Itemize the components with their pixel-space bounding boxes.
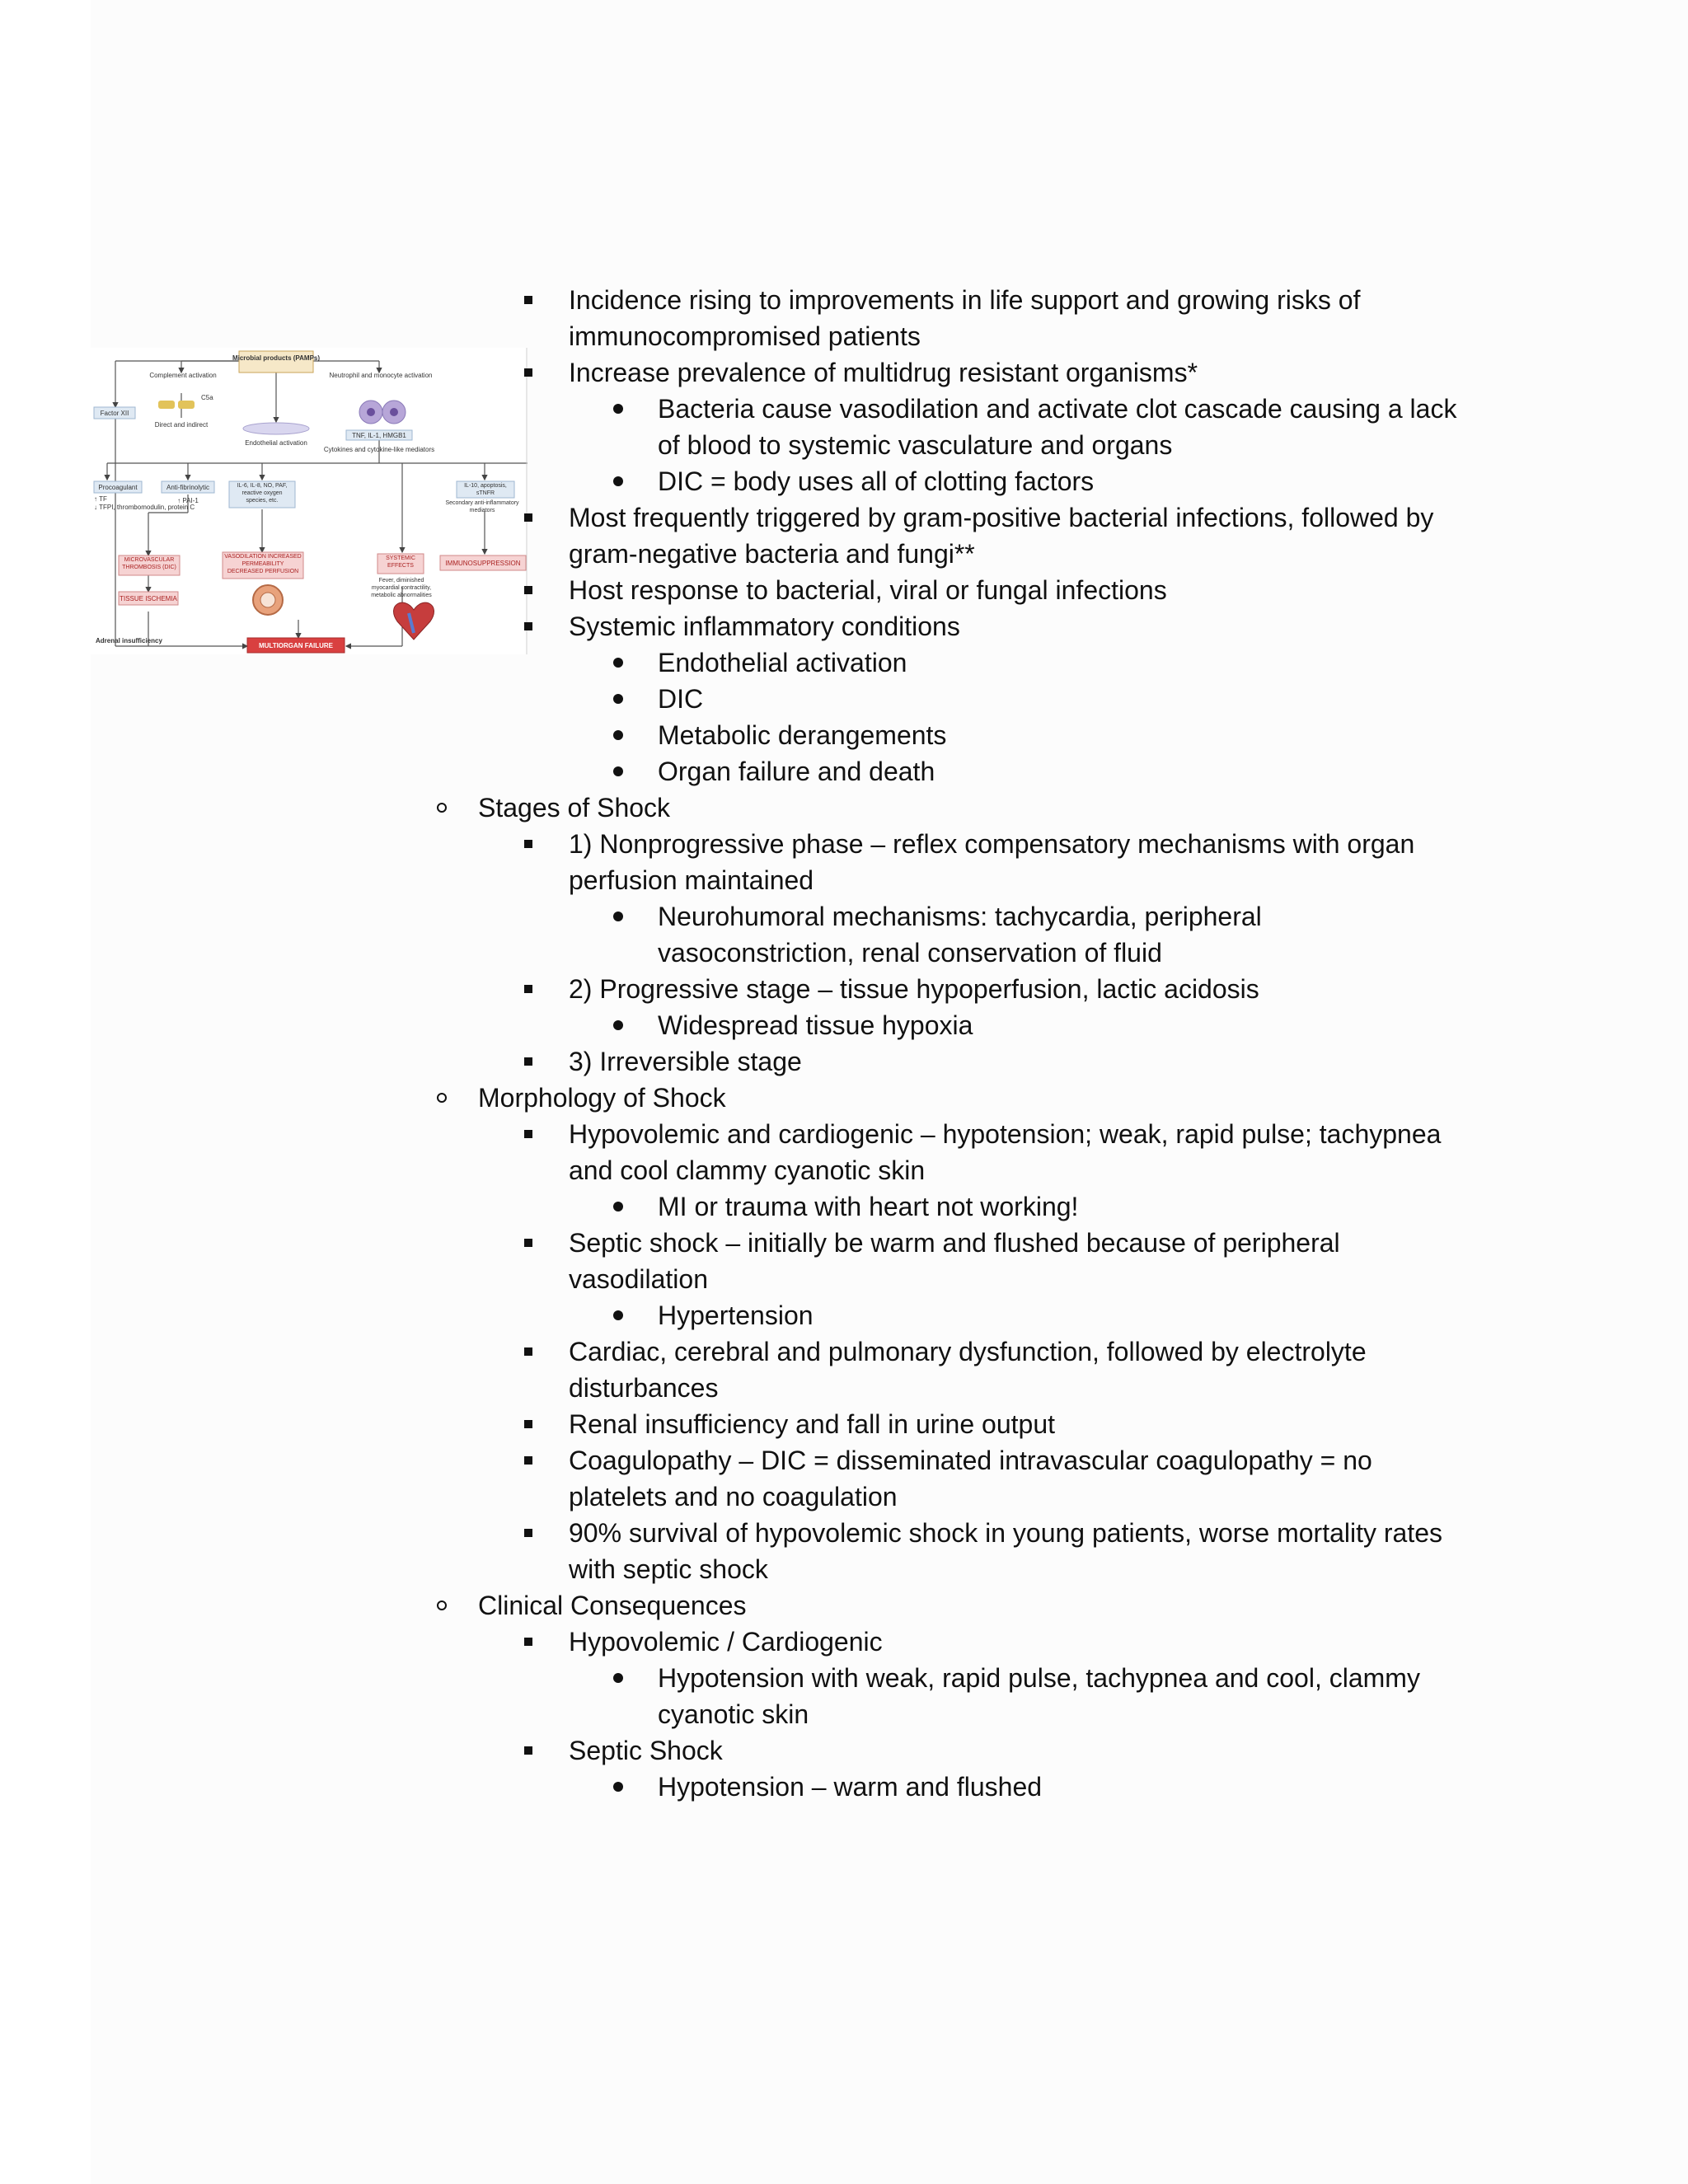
diagram-secondary-label: Secondary anti-inflammatory mediators — [445, 500, 519, 513]
diagram-factor-label: Factor XII — [100, 410, 129, 417]
note-line: disturbances — [569, 1373, 719, 1403]
note-line: Organ failure and death — [658, 757, 935, 786]
diagram-il10-label: IL-10, apoptosis, sTNFR — [464, 483, 507, 496]
round-bullet-icon — [613, 694, 623, 704]
diagram-microvascular-label: MICROVASCULAR THROMBOSIS (DIC) — [122, 557, 176, 570]
diagram-procoagulant-label: Procoagulant — [98, 484, 138, 491]
note-line: Neurohumoral mechanisms: tachycardia, peripheral — [658, 902, 1262, 931]
square-bullet-icon — [524, 1638, 532, 1646]
square-bullet-icon — [524, 1130, 532, 1138]
note-line: Stages of Shock — [478, 793, 671, 823]
note-line: 2) Progressive stage – tissue hypoperfusion, lactic acidosis — [569, 974, 1259, 1004]
diagram-antifibrinolytic-label: Anti-fibrinolytic — [166, 484, 210, 491]
round-bullet-icon — [613, 404, 623, 414]
note-line: 90% survival of hypovolemic shock in young patients, worse mortality rates — [569, 1518, 1443, 1548]
diagram-systemic-label: SYSTEMIC EFFECTS — [386, 555, 415, 569]
square-bullet-icon — [524, 368, 532, 377]
note-line: Incidence rising to improvements in life support and growing risks of — [569, 285, 1361, 315]
square-bullet-icon — [524, 1057, 532, 1066]
note-line: Most frequently triggered by gram-positive bacterial infections, followed by — [569, 503, 1434, 532]
note-line: 1) Nonprogressive phase – reflex compensatory mechanisms with organ — [569, 829, 1415, 859]
note-line: 3) Irreversible stage — [569, 1047, 802, 1076]
note-line: Metabolic derangements — [658, 720, 947, 750]
note-line: DIC = body uses all of clotting factors — [658, 466, 1095, 496]
circle-bullet-icon — [437, 803, 447, 813]
diagram-procoag-sub2: ↓ TFPI, thrombomodulin, protein C — [94, 504, 195, 511]
round-bullet-icon — [613, 1782, 623, 1792]
square-bullet-icon — [524, 622, 532, 630]
diagram-immuno-label: IMMUNOSUPPRESSION — [445, 560, 521, 567]
note-line: Renal insufficiency and fall in urine output — [569, 1409, 1055, 1439]
square-bullet-icon — [524, 1347, 532, 1356]
square-bullet-icon — [524, 1420, 532, 1428]
note-line: vasoconstriction, renal conservation of fluid — [658, 938, 1162, 968]
note-line: Endothelial activation — [658, 648, 907, 677]
diagram-pamps-label: Microbial products (PAMPs) — [232, 354, 321, 362]
square-bullet-icon — [524, 586, 532, 594]
round-bullet-icon — [613, 1202, 623, 1212]
note-line: immunocompromised patients — [569, 321, 921, 351]
note-line: Morphology of Shock — [478, 1083, 726, 1113]
square-bullet-icon — [524, 840, 532, 848]
note-line: Host response to bacterial, viral or fungal infections — [569, 575, 1167, 605]
note-line: Cardiac, cerebral and pulmonary dysfunction, followed by electrolyte — [569, 1337, 1367, 1366]
note-line: gram-negative bacteria and fungi** — [569, 539, 975, 569]
note-line: Hypotension – warm and flushed — [658, 1772, 1043, 1802]
note-line: of blood to systemic vasculature and organs — [658, 430, 1173, 460]
diagram-neutrophil-label: Neutrophil and monocyte activation — [329, 372, 433, 379]
note-line: Hypovolemic and cardiogenic – hypotension; weak, rapid pulse; tachypnea — [569, 1119, 1442, 1149]
diagram-cytokines-label: Cytokines and cytokine-like mediators — [323, 446, 435, 453]
round-bullet-icon — [613, 766, 623, 776]
diagram-multiorgan-label: MULTIORGAN FAILURE — [258, 642, 334, 649]
note-line: Clinical Consequences — [478, 1591, 747, 1620]
square-bullet-icon — [524, 1239, 532, 1247]
round-bullet-icon — [613, 1673, 623, 1683]
note-line: Widespread tissue hypoxia — [658, 1010, 973, 1040]
note-line: vasodilation — [569, 1264, 708, 1294]
round-bullet-icon — [613, 476, 623, 486]
note-line: with septic shock — [569, 1554, 768, 1584]
round-bullet-icon — [613, 658, 623, 668]
square-bullet-icon — [524, 985, 532, 993]
diagram-il-label: IL-6, IL-8, NO, PAF, reactive oxygen species, etc. — [237, 483, 288, 504]
round-bullet-icon — [613, 1020, 623, 1030]
diagram-c5a-label: C5a — [201, 394, 213, 401]
note-line: and cool clammy cyanotic skin — [569, 1155, 926, 1185]
note-line: Coagulopathy – DIC = disseminated intravascular coagulopathy = no — [569, 1446, 1372, 1475]
note-line: Increase prevalence of multidrug resistant organisms* — [569, 358, 1198, 387]
square-bullet-icon — [524, 1529, 532, 1537]
diagram-complement-label: Complement activation — [149, 372, 217, 379]
diagram-tissue-label: TISSUE ISCHEMIA — [120, 595, 177, 602]
note-line: perfusion maintained — [569, 865, 814, 895]
note-line: Hypertension — [658, 1301, 814, 1330]
note-line: platelets and no coagulation — [569, 1482, 898, 1511]
diagram-tnf-label: TNF, IL-1, HMGB1 — [352, 432, 406, 439]
note-line: Septic Shock — [569, 1736, 723, 1765]
diagram-direct-label: Direct and indirect — [154, 421, 209, 429]
diagram-endothelial-label: Endothelial activation — [245, 439, 307, 447]
diagram-procoag-sub1: ↑ TF — [94, 495, 107, 503]
diagram-vasodilation-label: VASODILATION INCREASED PERMEABILITY DECREASED PERFUSION — [224, 554, 302, 574]
diagram-adrenal-label: Adrenal insufficiency — [96, 637, 162, 644]
note-line: DIC — [658, 684, 704, 714]
round-bullet-icon — [613, 912, 623, 921]
square-bullet-icon — [524, 513, 532, 522]
square-bullet-icon — [524, 1746, 532, 1755]
diagram-antifib-sub: ↑ PAI-1 — [177, 497, 199, 504]
note-line: Septic shock – initially be warm and flushed because of peripheral — [569, 1228, 1340, 1258]
square-bullet-icon — [524, 296, 532, 304]
round-bullet-icon — [613, 730, 623, 740]
note-line: Hypovolemic / Cardiogenic — [569, 1627, 883, 1657]
note-line: Hypotension with weak, rapid pulse, tachypnea and cool, clammy — [658, 1663, 1420, 1693]
note-line: MI or trauma with heart not working! — [658, 1192, 1079, 1221]
circle-bullet-icon — [437, 1093, 447, 1103]
note-line: Bacteria cause vasodilation and activate clot cascade causing a lack — [658, 394, 1457, 424]
square-bullet-icon — [524, 1456, 532, 1465]
note-line: Systemic inflammatory conditions — [569, 612, 960, 641]
round-bullet-icon — [613, 1310, 623, 1320]
circle-bullet-icon — [437, 1601, 447, 1610]
note-line: cyanotic skin — [658, 1699, 809, 1729]
diagram-fever-label: Fever, diminished myocardial contractility, metabolic abnormalities — [371, 578, 432, 598]
